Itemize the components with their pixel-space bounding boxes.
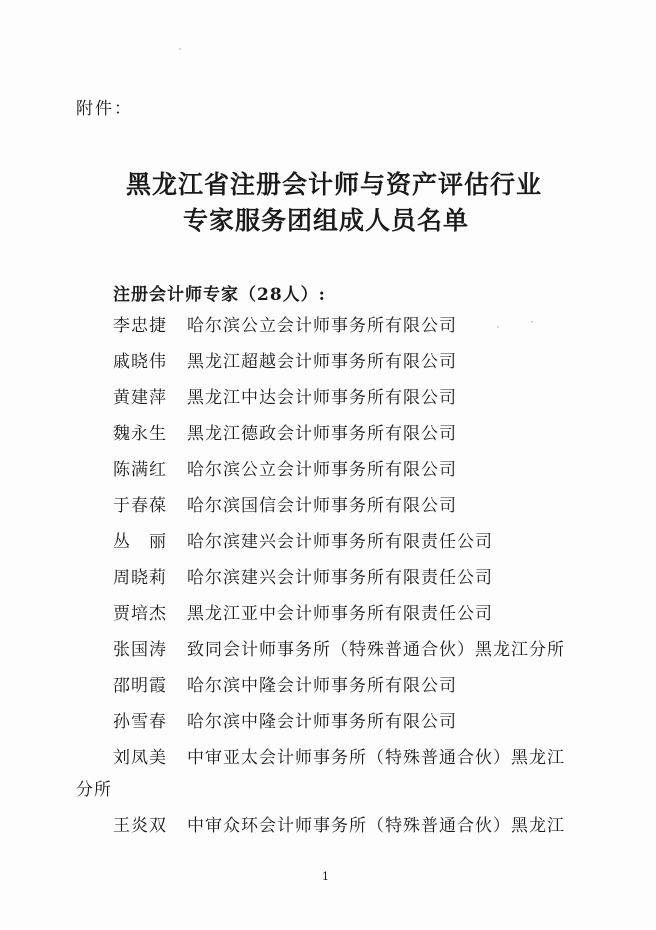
member-name: 丛 丽 [113, 532, 167, 552]
member-name: 刘凤美 [113, 748, 167, 768]
member-organization: 致同会计师事务所（特殊普通合伙）黑龙江分所 [187, 640, 565, 660]
member-organization: 哈尔滨中隆会计师事务所有限公司 [187, 712, 457, 732]
scan-speck [497, 326, 499, 328]
member-list [76, 312, 633, 848]
member-organization: 中审亚太会计师事务所（特殊普通合伙）黑龙江 [187, 748, 565, 768]
scan-speck [179, 48, 181, 50]
list-item [113, 528, 633, 564]
member-name: 陈满红 [113, 460, 167, 480]
member-organization: 哈尔滨建兴会计师事务所有限责任公司 [187, 568, 493, 588]
list-item [113, 812, 633, 848]
member-name: 于春葆 [113, 496, 167, 516]
attachment-label: 附件： [76, 99, 133, 119]
member-organization: 黑龙江超越会计师事务所有限公司 [187, 352, 457, 372]
list-item [113, 420, 633, 456]
member-organization: 哈尔滨公立会计师事务所有限公司 [187, 460, 457, 480]
section-heading: 注册会计师专家（28人）: [113, 285, 326, 305]
member-name: 贾培杰 [113, 604, 167, 624]
list-item [113, 348, 633, 384]
scan-speck [531, 321, 533, 323]
list-item [113, 456, 633, 492]
member-organization: 黑龙江德政会计师事务所有限公司 [187, 424, 457, 444]
member-organization: 黑龙江亚中会计师事务所有限责任公司 [187, 604, 493, 624]
member-name: 黄建萍 [113, 388, 167, 408]
member-name: 李忠捷 [113, 316, 167, 336]
list-item [113, 672, 633, 708]
member-name: 孙雪春 [113, 712, 167, 732]
member-name: 张国涛 [113, 640, 167, 660]
member-organization: 中审众环会计师事务所（特殊普通合伙）黑龙江 [187, 816, 565, 836]
member-name: 邵明霞 [113, 676, 167, 696]
list-item [113, 708, 633, 744]
member-organization: 哈尔滨国信会计师事务所有限公司 [187, 496, 457, 516]
list-item [113, 312, 633, 348]
list-item [113, 564, 633, 600]
member-name: 戚晓伟 [113, 352, 167, 372]
member-organization: 哈尔滨中隆会计师事务所有限公司 [187, 676, 457, 696]
page-number: 1 [322, 870, 329, 883]
member-organization: 哈尔滨建兴会计师事务所有限责任公司 [187, 532, 493, 552]
document-title-line-1: 黑龙江省注册会计师与资产评估行业 [125, 170, 542, 199]
member-organization: 哈尔滨公立会计师事务所有限公司 [187, 316, 457, 336]
member-organization-continuation: 分所 [76, 780, 112, 800]
list-item [76, 744, 633, 812]
list-item [113, 636, 633, 672]
member-organization: 黑龙江中达会计师事务所有限公司 [187, 388, 457, 408]
list-item [113, 600, 633, 636]
document-title-line-2: 专家服务团组成人员名单 [182, 206, 469, 235]
member-name: 王炎双 [113, 816, 167, 836]
member-name: 魏永生 [113, 424, 167, 444]
list-item [113, 384, 633, 420]
member-name: 周晓莉 [113, 568, 167, 588]
list-item [113, 492, 633, 528]
